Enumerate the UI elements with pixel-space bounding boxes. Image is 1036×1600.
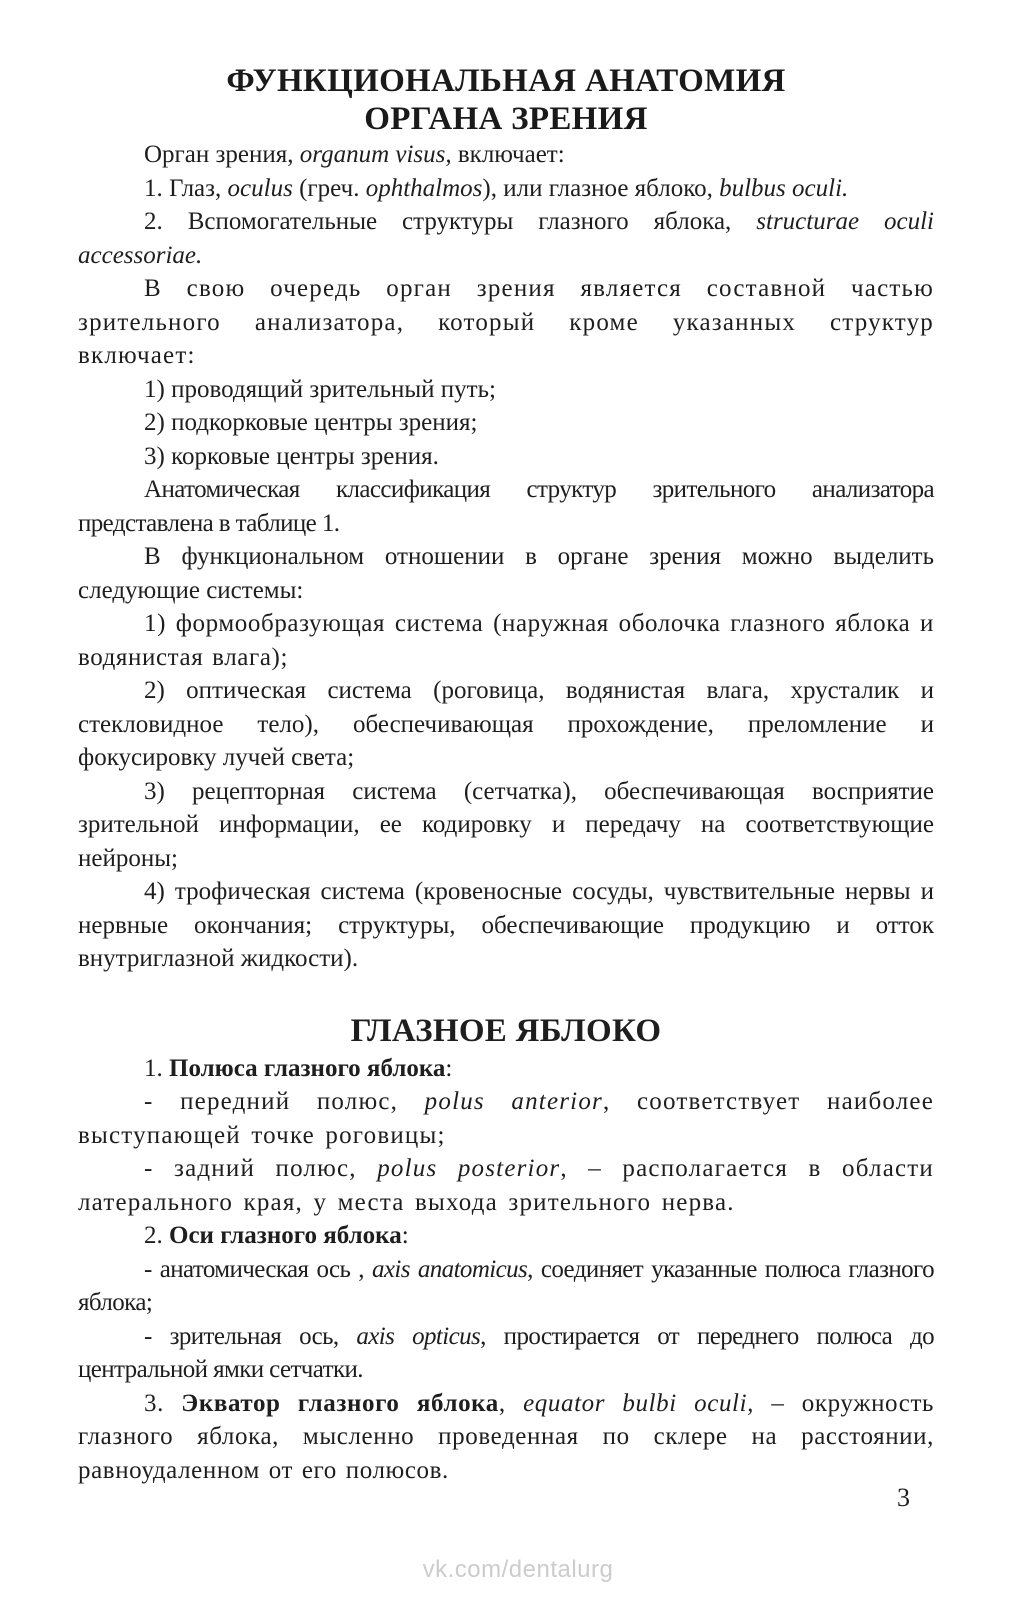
latin-term: structurae oculi accessoriae. xyxy=(78,208,935,269)
greek-term: ophthalmos xyxy=(365,174,483,202)
latin-term: polus posterior xyxy=(377,1155,561,1182)
text: - анатомическая ось , xyxy=(144,1255,372,1283)
latin-term: organum visus, xyxy=(299,141,452,168)
text: 2. Вспомогательные структуры глазного яблока, xyxy=(144,208,757,235)
text: - задний полюс, xyxy=(144,1155,378,1182)
text: , простирается от переднего полюса до центральной ямки сетчатки. xyxy=(78,1322,934,1383)
list-item-anatomical-axis xyxy=(78,1253,934,1320)
text: ), или глазное яблоко, xyxy=(482,174,720,202)
list-item-receptor-system: 3) рецепторная система (сетчатка), обеспечивающая восприятие зрительной информации, ее кодировку и передачу на соответствующие нейроны; xyxy=(78,777,934,872)
page-content xyxy=(78,62,934,1487)
paragraph-functional-systems: В функциональном отношении в органе зрения можно выделить следующие системы: xyxy=(78,543,934,604)
list-item-form-system: 1) формообразующая система (наружная оболочка глазного яблока и водянистая влага); xyxy=(78,610,934,671)
text: – окружность глазного яблока, мысленно проведенная по склере на расстоянии, равноудаленном от его полюсов. xyxy=(78,1389,934,1484)
title-line-2: ОРГАНА ЗРЕНИЯ xyxy=(364,101,648,137)
list-item-optical-system: 2) оптическая система (роговица, водянистая влага, хрусталик и стекловидное тело), обеспечивающая прохождение, преломление и фокусировку лучей света; xyxy=(78,677,934,771)
latin-term: axis opticus xyxy=(356,1322,481,1350)
paragraph-classification: Анатомическая классификация структур зрительного анализатора представлена в таблице 1. xyxy=(78,476,934,537)
paragraph-eye xyxy=(78,172,934,206)
list-item-cortical: 3) корковые центры зрения. xyxy=(144,442,439,470)
bold-term: Оси глазного яблока xyxy=(169,1222,402,1249)
text: 3. xyxy=(144,1389,182,1417)
latin-term: bulbus oculi. xyxy=(719,174,849,202)
bold-term: Экватор глазного яблока xyxy=(181,1389,499,1417)
latin-term: polus anterior xyxy=(424,1088,603,1115)
page-number: 3 xyxy=(897,1483,910,1512)
text: : xyxy=(445,1054,453,1082)
text: (греч. xyxy=(292,174,366,202)
text: 2. xyxy=(144,1222,169,1249)
list-item-optical-axis xyxy=(78,1320,934,1387)
paragraph-organ-definition xyxy=(78,138,934,172)
text: - зрительная ось, xyxy=(144,1322,357,1350)
text: Орган зрения, xyxy=(144,141,300,168)
page-title xyxy=(78,62,934,138)
text: , соединяет указанные полюса глазного яблока; xyxy=(78,1255,934,1316)
latin-term: oculus xyxy=(227,174,293,202)
latin-term: axis anatomicus xyxy=(371,1255,528,1283)
text: , – располагается в области латерального края, у места выхода зрительного нерва. xyxy=(78,1155,934,1216)
text: : xyxy=(401,1222,409,1249)
list-item-trophic-system: 4) трофическая система (кровеносные сосуды, чувствительные нервы и нервные окончания; структуры, обеспечивающие продукцию и отток внутриглазной жидкости). xyxy=(78,878,934,972)
text: , xyxy=(498,1389,524,1417)
subsection-poles xyxy=(78,1052,934,1086)
title-line-1: ФУНКЦИОНАЛЬНАЯ АНАТОМИЯ xyxy=(226,63,786,99)
paragraph-accessory-structures xyxy=(78,205,934,272)
list-item-subcortical: 2) подкорковые центры зрения; xyxy=(144,409,478,436)
subsection-axes xyxy=(78,1219,934,1253)
text: включает: xyxy=(451,141,565,168)
text: , соответствует наиболее выступающей точке роговицы; xyxy=(78,1088,934,1149)
paragraph-visual-analyzer: В свою очередь орган зрения является составной частью зрительного анализатора, который кроме указанных структур включает: xyxy=(78,275,934,369)
text: 1. Глаз, xyxy=(144,174,228,202)
list-item-posterior-pole xyxy=(78,1152,934,1219)
text: 1. xyxy=(144,1054,169,1082)
subsection-equator xyxy=(78,1387,934,1488)
section-heading: ГЛАЗНОЕ ЯБЛОКО xyxy=(350,1012,662,1049)
watermark: vk.com/dentalurg xyxy=(422,1556,614,1583)
list-item-anterior-pole xyxy=(78,1085,934,1152)
bold-term: Полюса глазного яблока xyxy=(169,1054,446,1082)
latin-term: equator bulbi oculi, xyxy=(523,1389,755,1417)
list-item-pathway: 1) проводящий зрительный путь; xyxy=(144,375,496,403)
text: - передний полюс, xyxy=(144,1088,425,1115)
